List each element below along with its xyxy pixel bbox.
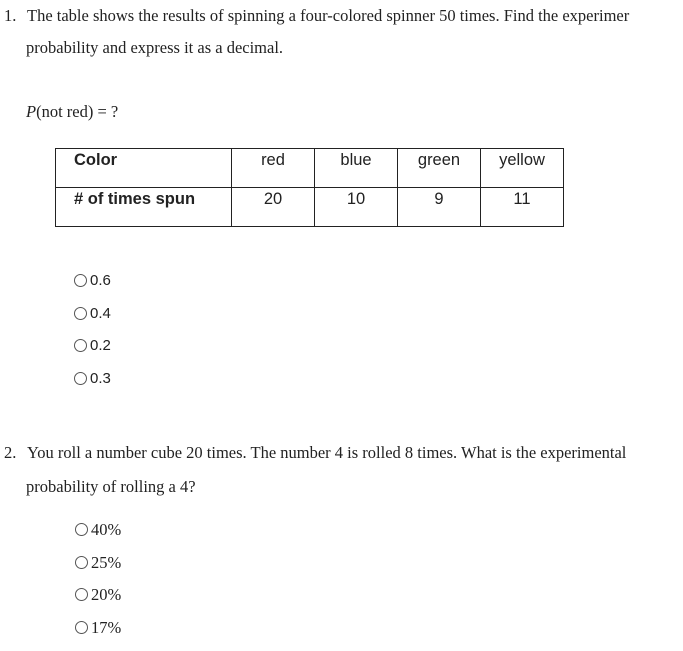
- question-2-option-a[interactable]: [75, 521, 121, 554]
- question-1-options: [74, 272, 111, 402]
- table-row-counts: [56, 188, 564, 227]
- radio-button-icon[interactable]: [75, 556, 88, 569]
- option-label: 0.3: [90, 370, 111, 388]
- radio-button-icon[interactable]: [75, 588, 88, 601]
- question-1-option-d[interactable]: [74, 370, 111, 403]
- radio-button-icon[interactable]: [74, 339, 87, 352]
- radio-button-icon[interactable]: [75, 621, 88, 634]
- question-2-option-b[interactable]: [75, 554, 121, 587]
- question-1-number: 1.: [4, 6, 16, 26]
- question-1-option-a[interactable]: [74, 272, 111, 305]
- option-label: 20%: [91, 586, 121, 604]
- table-header-color: Color: [56, 149, 232, 188]
- question-1-text-line-2: probability and express it as a decimal.: [26, 38, 283, 58]
- question-2-option-d[interactable]: [75, 619, 121, 651]
- question-2-text-line-2: probability of rolling a 4?: [26, 477, 196, 497]
- table-cell-count-2: 10: [315, 188, 398, 227]
- option-label: 0.2: [90, 337, 111, 355]
- probability-prompt: [26, 102, 118, 122]
- table-row-colors: [56, 149, 564, 188]
- question-1-text-line-1: The table shows the results of spinning a four-colored spinner 50 times. Find the experimer: [27, 6, 629, 26]
- table-header-times-spun: # of times spun: [56, 188, 232, 227]
- table-cell-color-3: green: [398, 149, 481, 188]
- radio-button-icon[interactable]: [74, 274, 87, 287]
- spinner-results-table: [55, 148, 564, 227]
- question-2-text-line-1: You roll a number cube 20 times. The number 4 is rolled 8 times. What is the experimental: [27, 443, 626, 463]
- question-2-number: 2.: [4, 443, 16, 463]
- table-cell-color-4: yellow: [481, 149, 564, 188]
- question-2-options: [75, 521, 121, 651]
- table-cell-count-1: 20: [232, 188, 315, 227]
- probability-event: (not red) = ?: [36, 102, 118, 121]
- option-label: 25%: [91, 554, 121, 572]
- table-cell-color-2: blue: [315, 149, 398, 188]
- table-cell-color-1: red: [232, 149, 315, 188]
- probability-symbol: P: [26, 102, 36, 121]
- radio-button-icon[interactable]: [74, 307, 87, 320]
- option-label: 40%: [91, 521, 121, 539]
- table-cell-count-4: 11: [481, 188, 564, 227]
- radio-button-icon[interactable]: [75, 523, 88, 536]
- option-label: 0.6: [90, 272, 111, 290]
- radio-button-icon[interactable]: [74, 372, 87, 385]
- question-2-option-c[interactable]: [75, 586, 121, 619]
- table-cell-count-3: 9: [398, 188, 481, 227]
- question-1-option-b[interactable]: [74, 305, 111, 338]
- question-1-option-c[interactable]: [74, 337, 111, 370]
- option-label: 17%: [91, 619, 121, 637]
- option-label: 0.4: [90, 305, 111, 323]
